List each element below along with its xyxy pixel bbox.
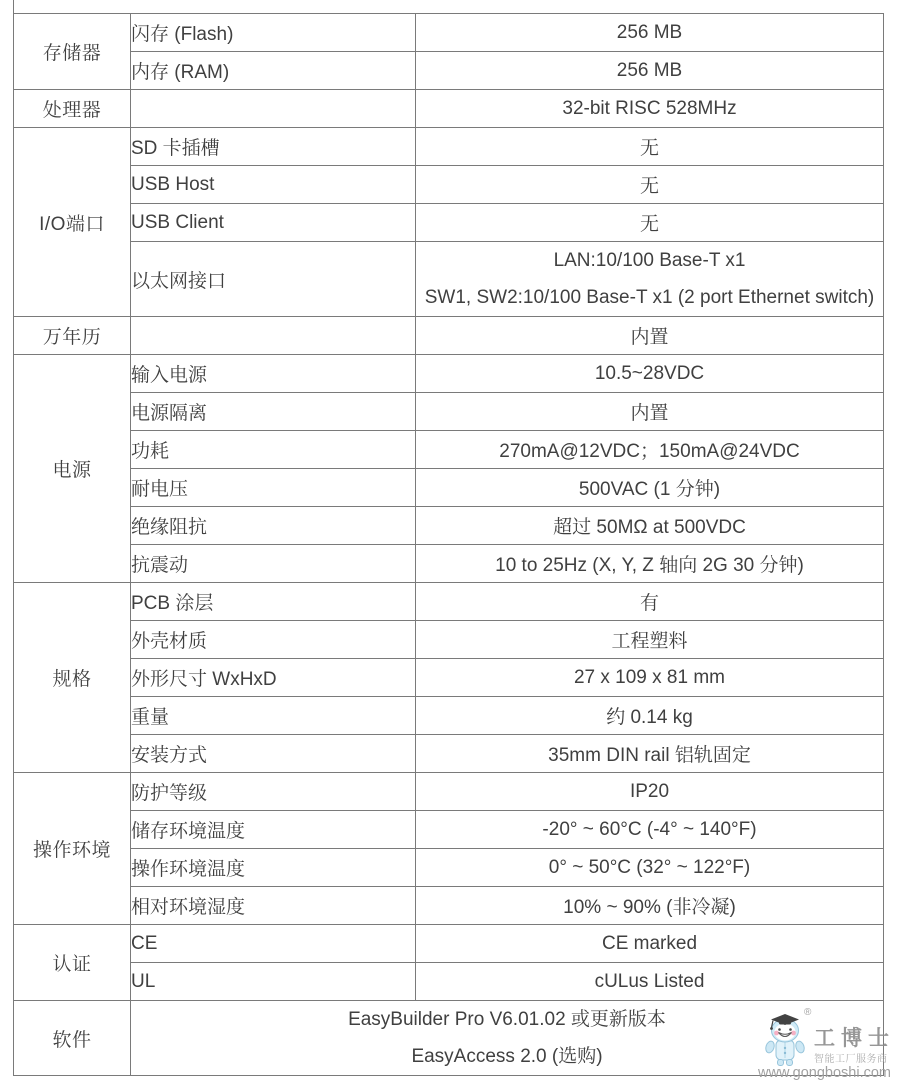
spec-label-cell: SD 卡插槽 [131, 128, 416, 166]
watermark-brand-name: 工博士 [814, 1026, 895, 1050]
spec-value-cell: 约 0.14 kg [416, 697, 884, 735]
spec-value-cell [416, 242, 884, 317]
spec-label-cell: 外形尺寸 WxHxD [131, 659, 416, 697]
spec-value-cell: 无 [416, 204, 884, 242]
table-row [14, 583, 884, 621]
spec-table [13, 13, 884, 1076]
category-cell-environment: 操作环境 [14, 773, 131, 925]
spec-value-cell: 无 [416, 128, 884, 166]
category-cell-io-ports: I/O端口 [14, 128, 131, 317]
spec-label-cell: 功耗 [131, 431, 416, 469]
spec-value-cell: 27 x 109 x 81 mm [416, 659, 884, 697]
value-line: LAN:10/100 Base-T x1 [553, 250, 746, 271]
spec-value-cell: 256 MB [416, 14, 884, 52]
spec-label-cell: UL [131, 963, 416, 1001]
spec-label-cell: 相对环境湿度 [131, 887, 416, 925]
spec-label-cell: 输入电源 [131, 355, 416, 393]
spec-value-cell: 有 [416, 583, 884, 621]
spec-label-cell: USB Host [131, 166, 416, 204]
category-cell-calendar: 万年历 [14, 317, 131, 355]
spec-value-cell: 256 MB [416, 52, 884, 90]
spec-label-cell: 防护等级 [131, 773, 416, 811]
spec-value-cell: 10 to 25Hz (X, Y, Z 轴向 2G 30 分钟) [416, 545, 884, 583]
spec-label-cell: 内存 (RAM) [131, 52, 416, 90]
registered-trademark-icon: ® [804, 1007, 812, 1018]
table-row [14, 128, 884, 166]
category-cell-storage: 存储器 [14, 14, 131, 90]
table-row [14, 887, 884, 925]
table-row [14, 849, 884, 887]
spec-value-cell: -20° ~ 60°C (-4° ~ 140°F) [416, 811, 884, 849]
spec-value-cell: CE marked [416, 925, 884, 963]
value-line: EasyAccess 2.0 (选购) [411, 1046, 603, 1067]
spec-label-cell: CE [131, 925, 416, 963]
table-row [14, 697, 884, 735]
spec-value-cell: 500VAC (1 分钟) [416, 469, 884, 507]
spec-value-cell: 无 [416, 166, 884, 204]
table-row [14, 90, 884, 128]
watermark-website: www.gongboshi.com [758, 1065, 891, 1081]
table-row [14, 963, 884, 1001]
spec-label-cell: 操作环境温度 [131, 849, 416, 887]
gongboshi-watermark [758, 995, 900, 1087]
spec-label-cell [131, 317, 416, 355]
spec-label-cell: 抗震动 [131, 545, 416, 583]
table-row [14, 735, 884, 773]
spec-value-cell: 270mA@12VDC；150mA@24VDC [416, 431, 884, 469]
table-row [14, 469, 884, 507]
table-row [14, 166, 884, 204]
spec-label-cell: 重量 [131, 697, 416, 735]
table-row [14, 659, 884, 697]
table-row [14, 431, 884, 469]
spec-value-cell: 10.5~28VDC [416, 355, 884, 393]
table-row [14, 507, 884, 545]
spec-value-cell: 工程塑料 [416, 621, 884, 659]
table-row [14, 621, 884, 659]
category-cell-software: 软件 [14, 1001, 131, 1076]
table-row [14, 242, 884, 317]
table-row [14, 393, 884, 431]
spec-label-cell [131, 90, 416, 128]
spec-label-cell: 安装方式 [131, 735, 416, 773]
table-row [14, 1001, 884, 1076]
spec-label-cell: 电源隔离 [131, 393, 416, 431]
spec-label-cell: USB Client [131, 204, 416, 242]
spec-value-cell: IP20 [416, 773, 884, 811]
table-row [14, 52, 884, 90]
gongboshi-mascot-icon [764, 1013, 806, 1068]
table-row [14, 14, 884, 52]
value-line: SW1, SW2:10/100 Base-T x1 (2 port Ethernet switch) [424, 287, 875, 308]
spec-value-cell: 内置 [416, 317, 884, 355]
spec-value-cell: cULus Listed [416, 963, 884, 1001]
table-row [14, 545, 884, 583]
table-row [14, 355, 884, 393]
table-row [14, 773, 884, 811]
spec-value-cell: 内置 [416, 393, 884, 431]
table-row [14, 317, 884, 355]
spec-label-cell: 以太网接口 [131, 242, 416, 317]
spec-label-cell: 耐电压 [131, 469, 416, 507]
category-cell-dimensions: 规格 [14, 583, 131, 773]
spec-value-cell: 0° ~ 50°C (32° ~ 122°F) [416, 849, 884, 887]
value-line: EasyBuilder Pro V6.01.02 或更新版本 [348, 1009, 666, 1030]
category-cell-power: 电源 [14, 355, 131, 583]
category-cell-certification: 认证 [14, 925, 131, 1001]
spec-value-cell: 32-bit RISC 528MHz [416, 90, 884, 128]
table-row [14, 811, 884, 849]
spec-label-cell: 闪存 (Flash) [131, 14, 416, 52]
table-row [14, 204, 884, 242]
spec-value-cell: 35mm DIN rail 铝轨固定 [416, 735, 884, 773]
watermark-tagline: 智能工厂服务商 [814, 1054, 888, 1065]
spec-label-cell: 外壳材质 [131, 621, 416, 659]
cropped-row-border-stub [13, 0, 14, 13]
spec-label-cell: 绝缘阻抗 [131, 507, 416, 545]
category-cell-processor: 处理器 [14, 90, 131, 128]
table-row [14, 925, 884, 963]
spec-label-cell: PCB 涂层 [131, 583, 416, 621]
spec-value-cell: 10% ~ 90% (非冷凝) [416, 887, 884, 925]
spec-label-cell: 储存环境温度 [131, 811, 416, 849]
spec-value-cell: 超过 50MΩ at 500VDC [416, 507, 884, 545]
